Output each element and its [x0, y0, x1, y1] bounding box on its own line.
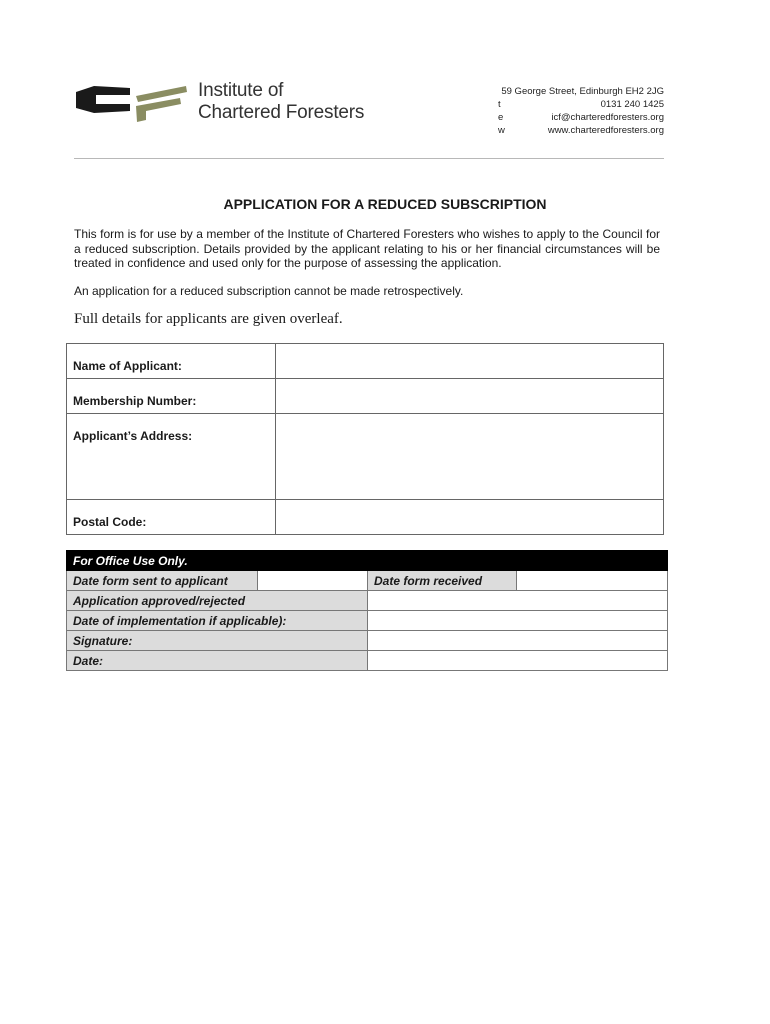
membership-label: Membership Number:: [67, 379, 276, 414]
contact-web: [498, 124, 664, 137]
page-title: APPLICATION FOR A REDUCED SUBSCRIPTION: [223, 196, 547, 212]
phone-value: 0131 240 1425: [600, 99, 664, 110]
overleaf-note: Full details for applicants are given overleaf.: [74, 311, 343, 327]
signature-label: Signature:: [67, 631, 368, 651]
icf-logo-mark-icon: [74, 82, 190, 122]
email-label: e: [498, 112, 504, 123]
logo-wordmark: [198, 80, 364, 124]
contact-phone: [498, 98, 664, 111]
date-received-label: Date form received: [368, 571, 517, 591]
table-row: [67, 631, 668, 651]
date-label: Date:: [67, 651, 368, 671]
table-row: [67, 500, 664, 535]
approved-label: Application approved/rejected: [67, 591, 368, 611]
contact-email: [498, 111, 664, 124]
retrospective-note: An application for a reduced subscription cannot be made retrospectively.: [74, 284, 464, 298]
table-row: [67, 651, 668, 671]
implementation-label: Date of implementation if applicable):: [67, 611, 368, 631]
address-text: 59 George Street, Edinburgh EH2 2JG: [501, 86, 664, 97]
web-label: w: [498, 125, 505, 136]
address-line: [498, 85, 664, 98]
office-use-header: For Office Use Only.: [67, 551, 668, 571]
approved-field[interactable]: [368, 591, 668, 611]
logo-line-1: Institute of: [198, 80, 284, 101]
office-use-table: [66, 550, 668, 671]
date-sent-field[interactable]: [258, 571, 368, 591]
postal-code-field[interactable]: [276, 500, 664, 535]
phone-label: t: [498, 99, 501, 110]
date-sent-label: Date form sent to applicant: [67, 571, 258, 591]
name-field[interactable]: [276, 344, 664, 379]
implementation-field[interactable]: [368, 611, 668, 631]
icf-logo: [74, 78, 374, 128]
table-row: [67, 379, 664, 414]
table-row: [67, 414, 664, 500]
web-value[interactable]: www.charteredforesters.org: [547, 125, 664, 136]
intro-paragraph: This form is for use by a member of the Institute of Chartered Foresters who wishes to apply to the Council for a reduced subscription. Details provided by the applicant relating to his or her financial circumstances will be treated in confidence and used only for the purpose of assessing the application.: [74, 227, 660, 270]
email-value[interactable]: icf@charteredforesters.org: [551, 112, 664, 123]
office-use-header-row: [67, 551, 668, 571]
date-field[interactable]: [368, 651, 668, 671]
table-row: [67, 571, 668, 591]
table-row: [67, 344, 664, 379]
address-field[interactable]: [276, 414, 664, 500]
contact-block: [498, 85, 664, 137]
date-received-field[interactable]: [517, 571, 668, 591]
table-row: [67, 591, 668, 611]
table-row: [67, 611, 668, 631]
postal-code-label: Postal Code:: [67, 500, 276, 535]
header-divider: [74, 158, 664, 159]
membership-field[interactable]: [276, 379, 664, 414]
logo-line-2: Chartered Foresters: [198, 102, 365, 123]
applicant-details-table: [66, 343, 664, 535]
address-label: Applicant’s Address:: [67, 414, 276, 500]
name-label: Name of Applicant:: [67, 344, 276, 379]
signature-field[interactable]: [368, 631, 668, 651]
